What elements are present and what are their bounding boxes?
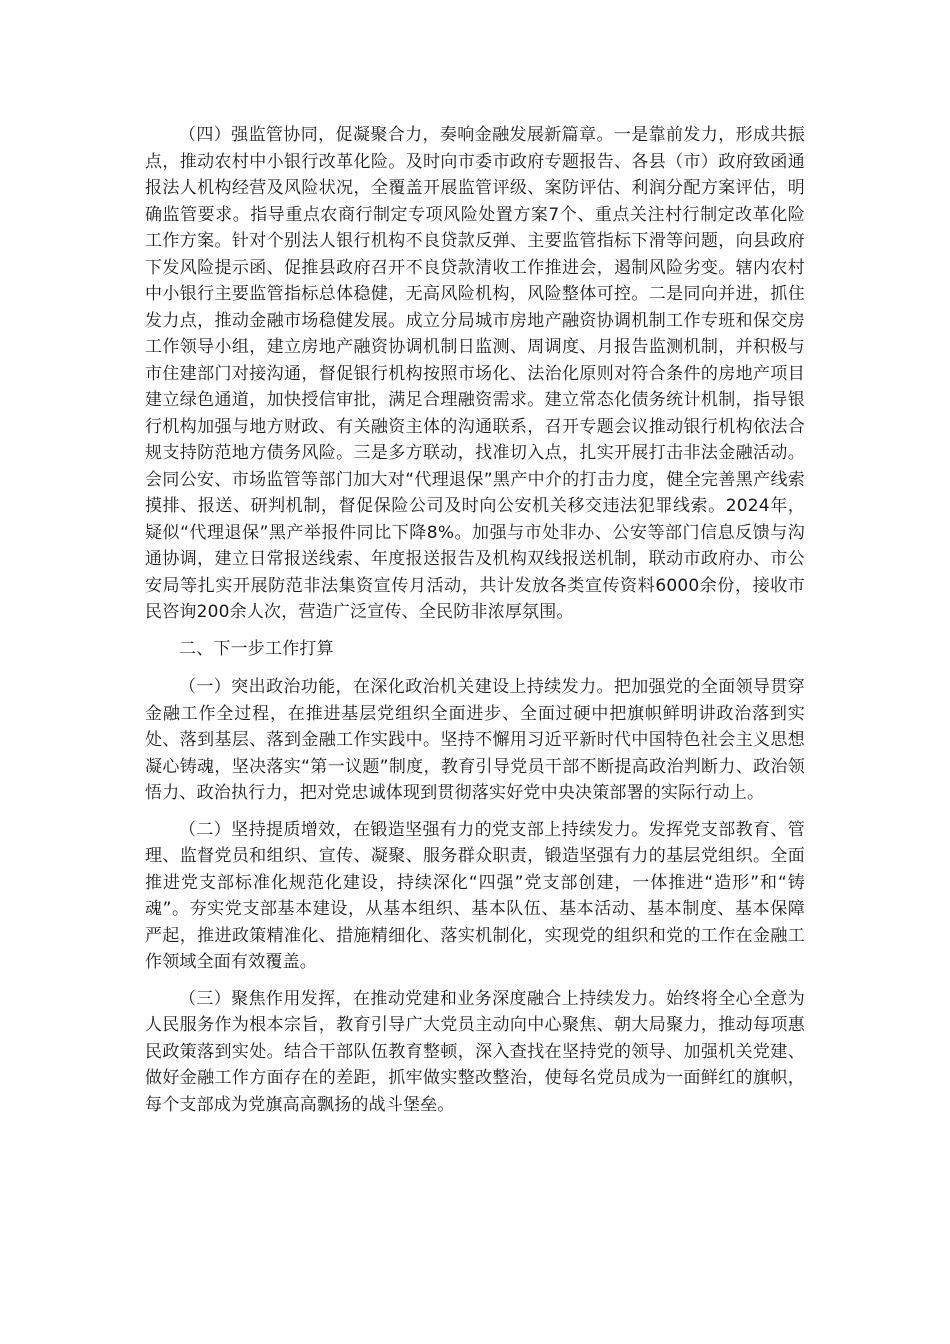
paragraph-integration: （三）聚焦作用发挥，在推动党建和业务深度融合上持续发力。始终将全心全意为人民服务作为根本宗旨，教育引导广大党员主动向中心聚焦、朝大局聚力，推动每项惠民政策落到实处。结合干部队伍教育整顿，深入查找在坚持党的领导、加强机关党建、做好金融工作方面存在的差距，抓牢做实整改整治，使每名党员成为一面鲜红的旗帜，每个支部成为党旗高高飘扬的战斗堡垒。	[145, 988, 805, 1115]
paragraph-supervision-coordination: （四）强监管协同，促凝聚合力，奏响金融发展新篇章。一是靠前发力，形成共振点，推动农村中小银行改革化险。及时向市委市政府专题报告、各县（市）政府致函通报法人机构经营及风险状况，全覆盖开展监管评级、案防评估、利润分配方案评估，明确监管要求。指导重点农商行制定专项风险处置方案7个、重点关注村行制定改革化险工作方案。针对个别法人银行机构不良贷款反弹、主要监管指标下滑等问题，向县政府下发风险提示函、促推县政府召开不良贷款清收工作推进会，遏制风险劣变。辖内农村中小银行主要监管指标总体稳健，无高风险机构，风险整体可控。二是同向并进，抓住发力点，推动金融市场稳健发展。成立分局城市房地产融资协调机制工作专班和保交房工作领导小组，建立房地产融资协调机制日监测、周调度、月报告监测机制，并积极与市住建部门对接沟通，督促银行机构按照市场化、法治化原则对符合条件的房地产项目建立绿色通道，加快授信审批，满足合理融资需求。建立常态化债务统计机制，指导银行机构加强与地方财政、有关融资主体的沟通联系，召开专题会议推动银行机构依法合规支持防范地方债务风险。三是多方联动，找准切入点，扎实开展打击非法金融活动。会同公安、市场监管等部门加大对“代理退保”黑产中介的打击力度，健全完善黑产线索摸排、报送、研判机制，督促保险公司及时向公安机关移交违法犯罪线索。2024年，疑似“代理退保”黑产举报件同比下降8%。加强与市处非办、公安等部门信息反馈与沟通协调，建立日常报送线索、年度报送报告及机构双线报送机制，联动市政府办、市公安局等扎实开展防范非法集资宣传月活动，共计发放各类宣传资料6000余份，接收市民咨询200余人次，营造广泛宣传、全民防非浓厚氛围。	[145, 125, 805, 622]
document-page	[145, 122, 805, 1118]
paragraph-political-function: （一）突出政治功能，在深化政治机关建设上持续发力。把加强党的全面领导贯穿金融工作全过程，在推进基层党组织全面进步、全面过硬中把旗帜鲜明讲政治落到实处、落到基层、落到金融工作实践中。坚持不懈用习近平新时代中国特色社会主义思想凝心铸魂，坚决落实“第一议题”制度，教育引导党员干部不断提高政治判断力、政治领悟力、政治执行力，把对党忠诚体现到贯彻落实好党中央决策部署的实际行动上。	[145, 677, 805, 803]
paragraph-party-branch: （二）坚持提质增效，在锻造坚强有力的党支部上持续发力。发挥党支部教育、管理、监督党员和组织、宣传、凝聚、服务群众职责，锻造坚强有力的基层党组织。全面推进党支部标准化规范化建设，持续深化“四强”党支部创建，一体推进“造形”和“铸魂”。夯实党支部基本建设，从基本组织、基本队伍、基本活动、基本制度、基本保障严起，推进政策精准化、措施精细化、落实机制化，实现党的组织和党的工作在金融工作领域全面有效覆盖。	[145, 819, 805, 972]
section-heading-next-steps: 二、下一步工作打算	[179, 638, 334, 659]
